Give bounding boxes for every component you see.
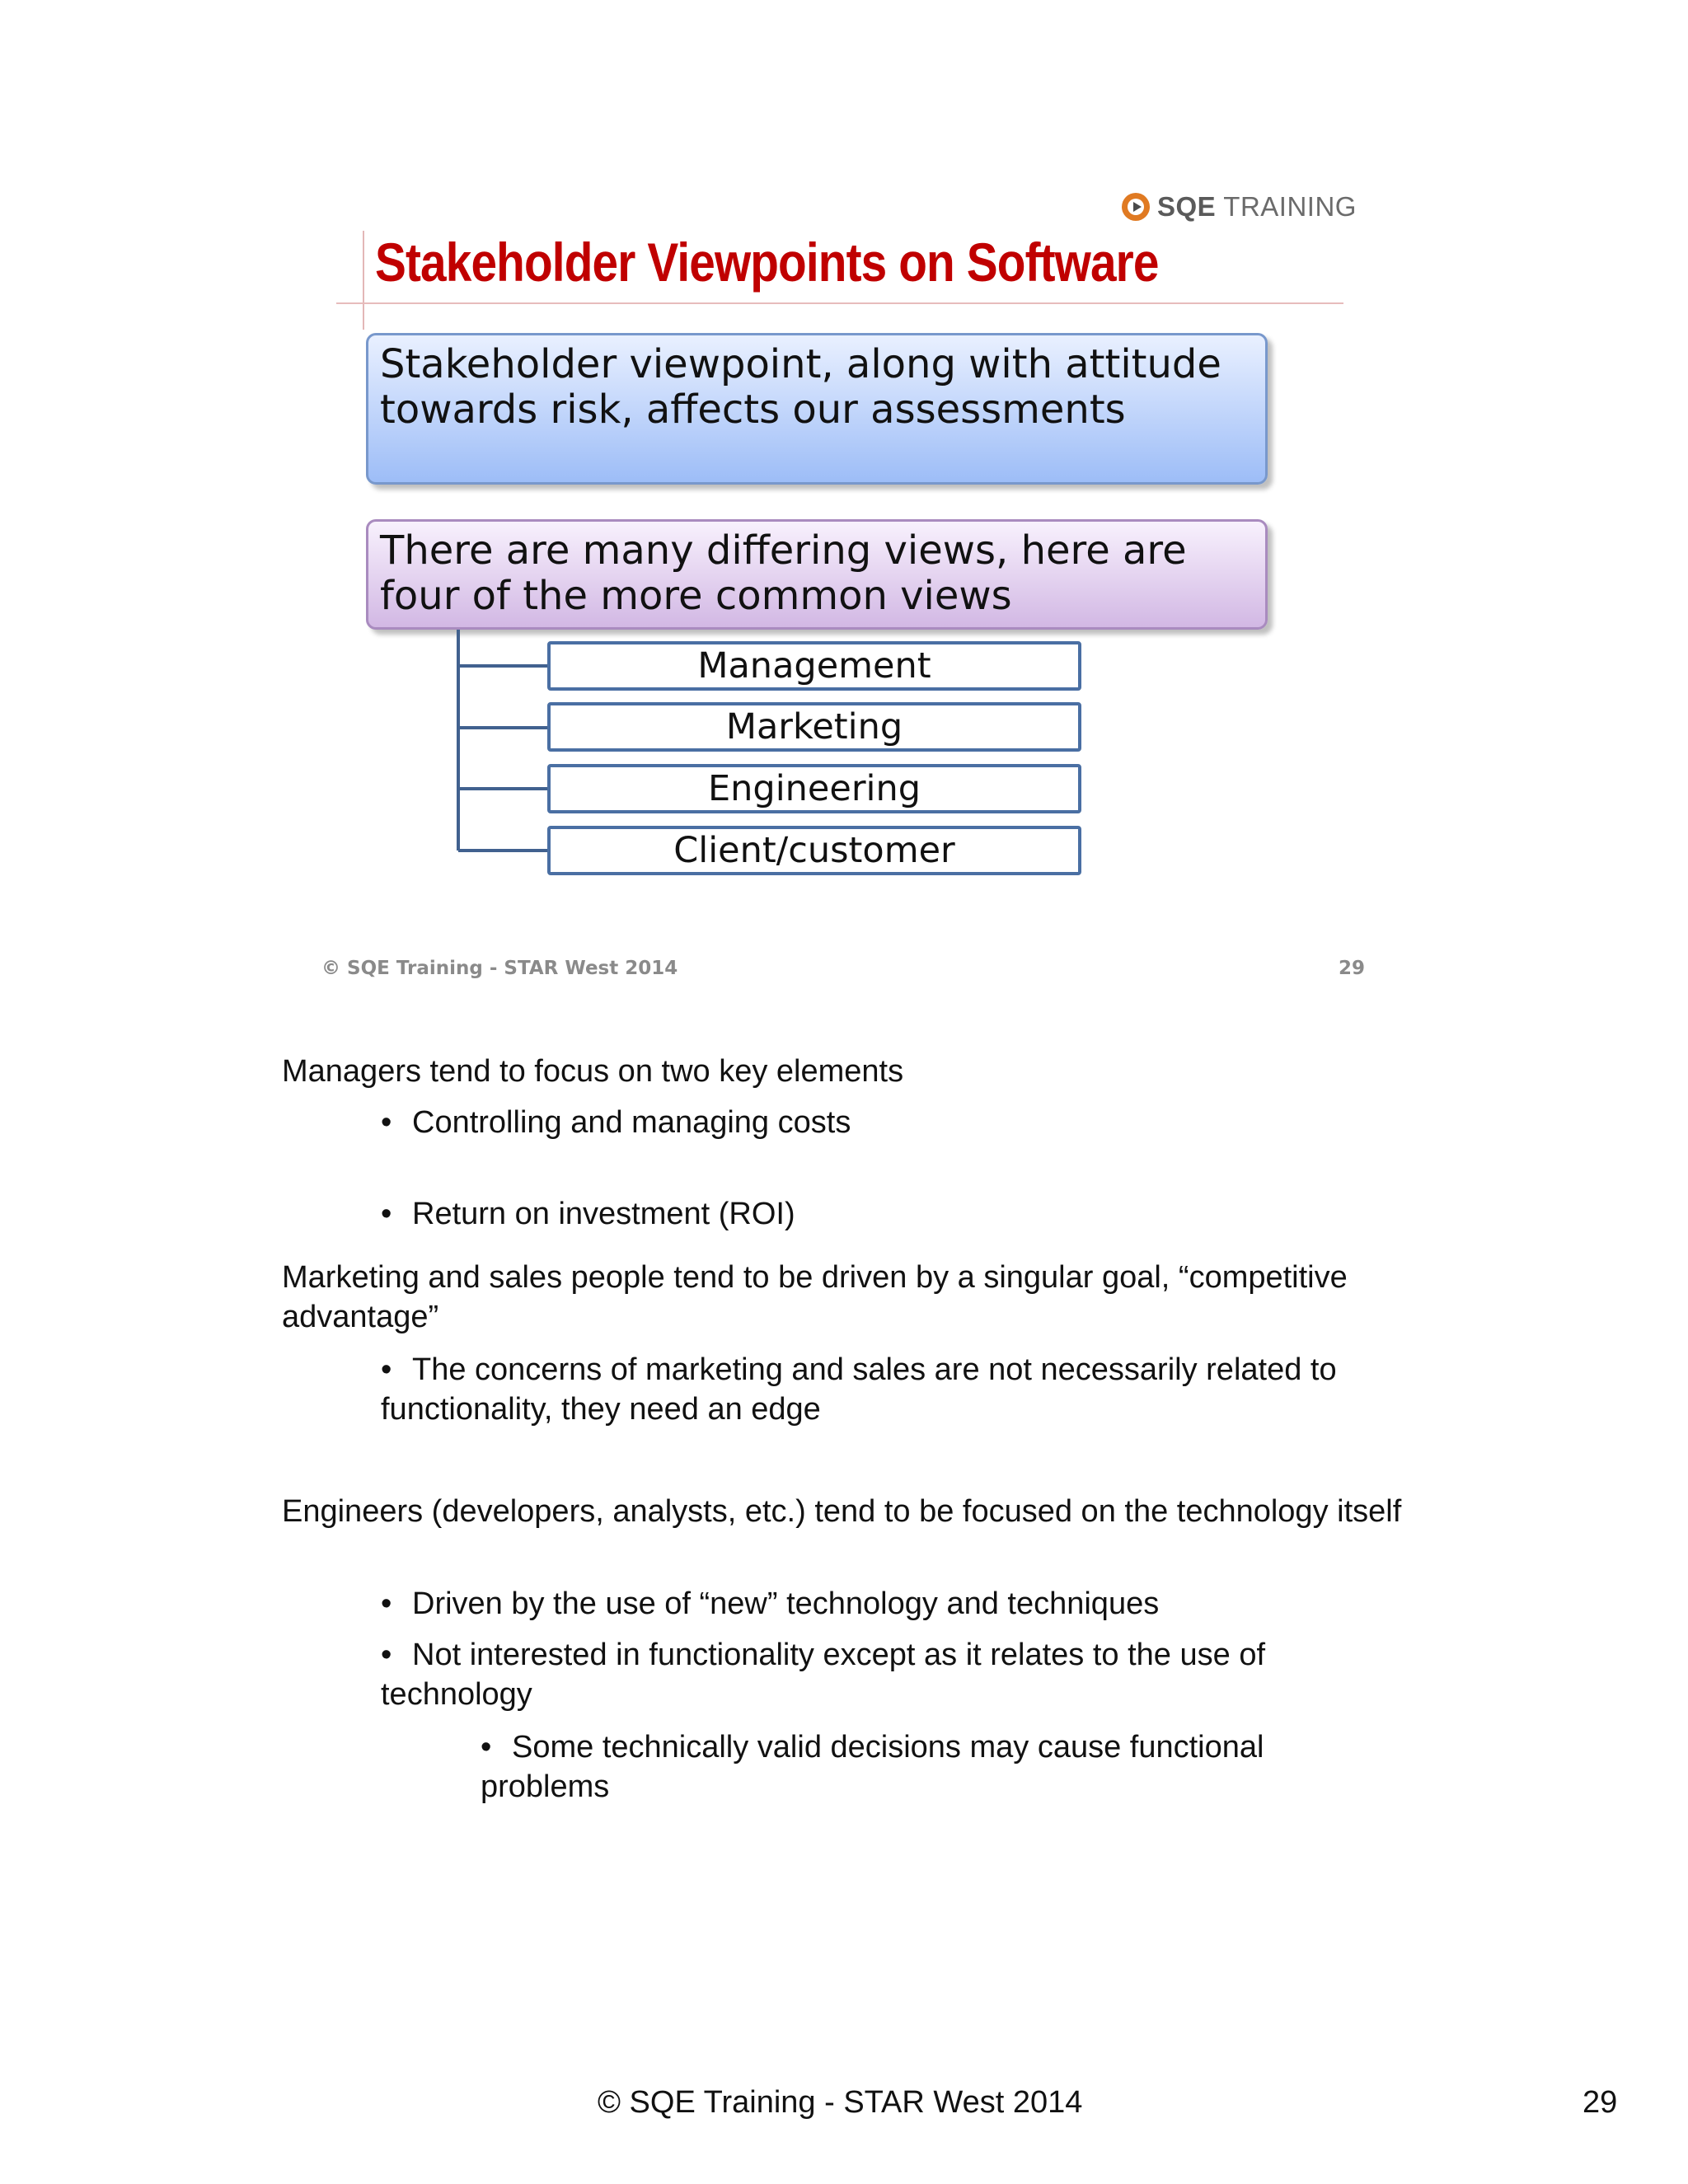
differing-views-box: There are many differing views, here are four of the more common views	[366, 519, 1268, 630]
note-paragraph: Managers tend to focus on two key elements	[282, 1054, 904, 1089]
slide-page-number: 29	[1339, 958, 1366, 979]
logo-text: SQE TRAINING	[1157, 191, 1357, 222]
viewpoint-box: Stakeholder viewpoint, along with attitude towards risk, affects our assessments	[366, 333, 1268, 485]
view-management: Management	[547, 641, 1081, 691]
tree-connector-branch	[458, 849, 549, 852]
view-marketing: Marketing	[547, 702, 1081, 752]
note-paragraph: Marketing and sales people tend to be driven by a singular goal, “competitive advantage”	[282, 1260, 1348, 1334]
title-accent-line	[363, 231, 364, 330]
note-bullet: • Driven by the use of “new” technology and techniques	[381, 1586, 1160, 1621]
view-engineering: Engineering	[547, 764, 1081, 813]
tree-connector-branch	[458, 726, 549, 729]
slide-footer-copyright: © SQE Training - STAR West 2014	[321, 958, 678, 979]
note-subbullet: • Some technically valid decisions may cause functional problems	[481, 1730, 1264, 1804]
note-bullet: • Not interested in functionality except as it relates to the use of technology	[381, 1638, 1266, 1712]
view-client-customer: Client/customer	[547, 826, 1081, 875]
sqe-training-logo	[1121, 188, 1357, 226]
tree-connector-vertical	[457, 630, 460, 851]
note-paragraph: Engineers (developers, analysts, etc.) tend to be focused on the technology itself	[282, 1494, 1402, 1529]
play-circle-icon	[1121, 192, 1151, 222]
slide-title: Stakeholder Viewpoints on Software	[375, 232, 1159, 293]
note-bullet: • Return on investment (ROI)	[412, 1194, 1401, 1234]
page-number: 29	[1582, 2085, 1618, 2120]
note-bullet: • Controlling and managing costs	[412, 1103, 1401, 1142]
tree-connector-branch	[458, 787, 549, 790]
tree-connector-branch	[458, 664, 549, 668]
page-footer-copyright: © SQE Training - STAR West 2014	[598, 2085, 1083, 2120]
note-bullet: • The concerns of marketing and sales are not necessarily related to functionality, they need an edge	[381, 1352, 1337, 1427]
